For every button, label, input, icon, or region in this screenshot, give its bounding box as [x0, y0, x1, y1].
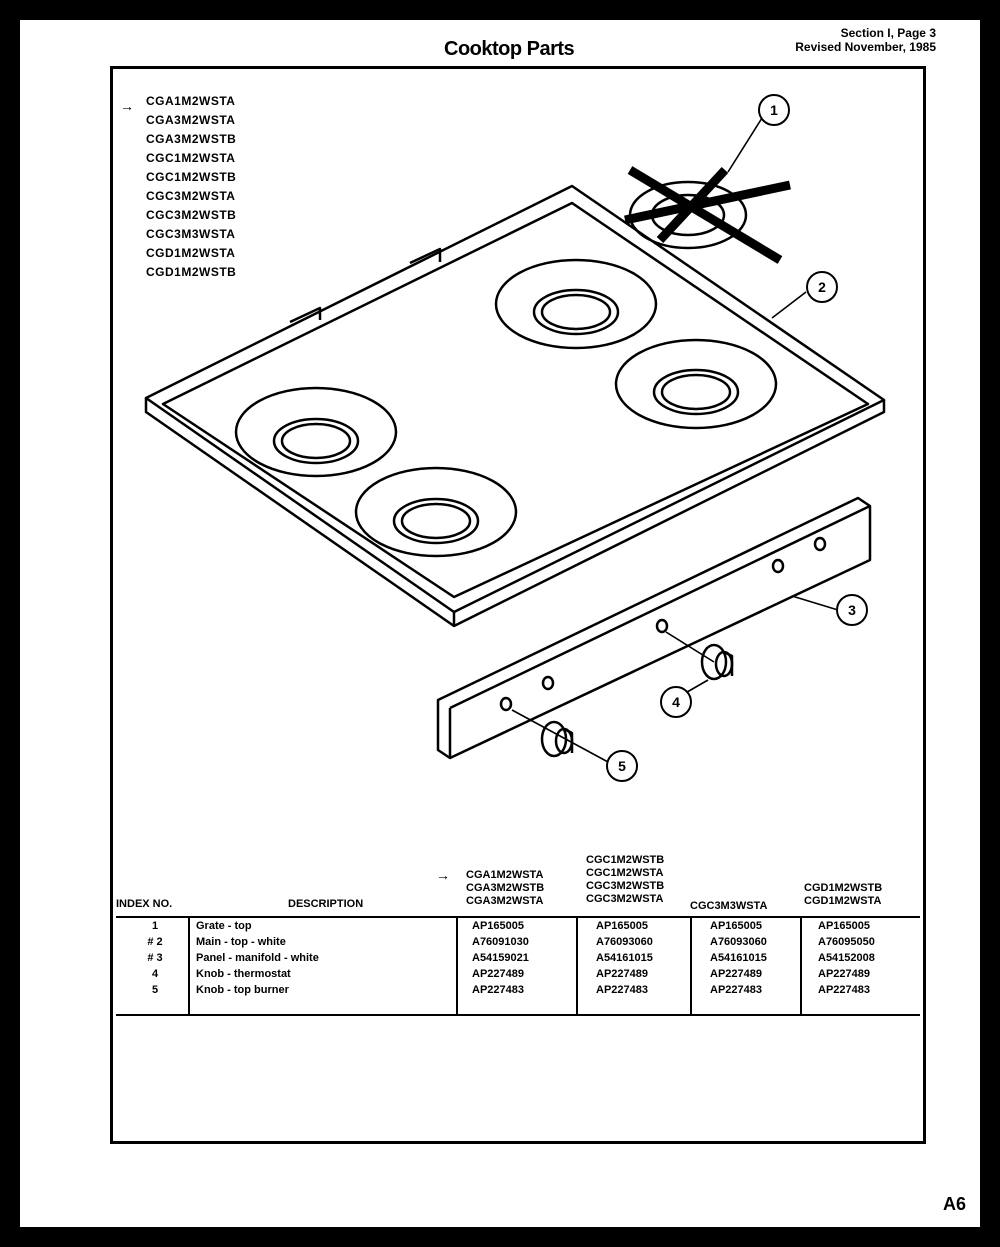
model-item: CGC1M2WSTA	[146, 151, 236, 165]
column-header-group-2	[586, 854, 664, 906]
section-line: Section I, Page 3	[840, 26, 936, 40]
column-header-group-1	[466, 869, 544, 908]
row-description: Main - top - white	[196, 936, 286, 948]
column-model: CGA3M2WSTB	[466, 882, 545, 894]
callout-2: 2	[806, 271, 838, 303]
parts-page	[20, 20, 980, 1227]
model-item: CGC3M2WSTB	[146, 208, 237, 222]
part-number: AP227489	[472, 968, 524, 980]
callout-4: 4	[660, 686, 692, 718]
part-number: AP227483	[472, 984, 524, 996]
part-number: A54161015	[596, 952, 653, 964]
index-header: INDEX NO.	[116, 898, 173, 910]
column-model: CGC1M2WSTB	[586, 854, 665, 866]
table-divider	[456, 916, 458, 1016]
column-header-group-3	[690, 900, 767, 913]
callout-3: 3	[836, 594, 868, 626]
row-description: Knob - top burner	[196, 984, 289, 996]
part-number: AP165005	[818, 920, 870, 932]
part-number: A76091030	[472, 936, 529, 948]
model-item: CGD1M2WSTA	[146, 246, 236, 260]
part-number: AP227483	[710, 984, 762, 996]
column-model: CGC3M2WSTB	[586, 880, 665, 892]
grate-illustration	[625, 170, 790, 260]
part-number: AP165005	[710, 920, 762, 932]
part-number: A76095050	[818, 936, 875, 948]
model-item: CGC1M2WSTB	[146, 170, 237, 184]
model-item: CGD1M2WSTB	[146, 265, 237, 279]
part-number: AP227489	[596, 968, 648, 980]
table-divider	[690, 916, 692, 1016]
part-number: AP227483	[596, 984, 648, 996]
table-divider	[576, 916, 578, 1016]
row-index: 1	[151, 920, 159, 932]
column-model: CGC3M3WSTA	[690, 900, 768, 912]
page-number: A6	[942, 1194, 966, 1214]
column-model: CGD1M2WSTB	[804, 882, 883, 894]
row-description: Knob - thermostat	[196, 968, 291, 980]
row-index: 5	[151, 984, 159, 996]
model-item: CGC3M3WSTA	[146, 227, 236, 241]
group-arrow-icon: →	[436, 867, 450, 883]
model-item: CGA3M2WSTA	[146, 113, 236, 127]
row-index: 4	[151, 968, 159, 980]
row-description: Panel - manifold - white	[196, 952, 319, 964]
part-number: AP227483	[818, 984, 870, 996]
part-number: A54161015	[710, 952, 767, 964]
callout-1: 1	[758, 94, 790, 126]
row-index: # 3	[147, 952, 163, 964]
part-number: AP165005	[472, 920, 524, 932]
part-number: AP227489	[710, 968, 762, 980]
cooktop-exploded-diagram	[20, 20, 980, 900]
model-arrow-icon: →	[120, 98, 134, 114]
page-title: Cooktop Parts	[444, 38, 575, 60]
part-number: AP227489	[818, 968, 870, 980]
table-divider	[800, 916, 802, 1016]
callout-5: 5	[606, 750, 638, 782]
part-number: A54152008	[818, 952, 875, 964]
parts-table	[116, 916, 920, 1016]
column-model: CGC3M2WSTA	[586, 893, 664, 905]
column-model: CGA3M2WSTA	[466, 895, 544, 907]
revision-line: Revised November, 1985	[795, 40, 936, 54]
model-item: CGA3M2WSTB	[146, 132, 237, 146]
column-model: CGD1M2WSTA	[804, 895, 882, 907]
column-model: CGA1M2WSTA	[466, 869, 544, 881]
part-number: A76093060	[596, 936, 653, 948]
model-item: CGA1M2WSTA	[146, 94, 236, 108]
row-index: # 2	[147, 936, 163, 948]
part-number: A54159021	[472, 952, 529, 964]
column-header-group-4	[804, 882, 882, 908]
model-item: CGC3M2WSTA	[146, 189, 236, 203]
part-number: A76093060	[710, 936, 767, 948]
row-description: Grate - top	[196, 920, 252, 932]
description-header: DESCRIPTION	[288, 898, 364, 910]
part-number: AP165005	[596, 920, 648, 932]
column-model: CGC1M2WSTA	[586, 867, 664, 879]
table-divider	[188, 916, 190, 1016]
